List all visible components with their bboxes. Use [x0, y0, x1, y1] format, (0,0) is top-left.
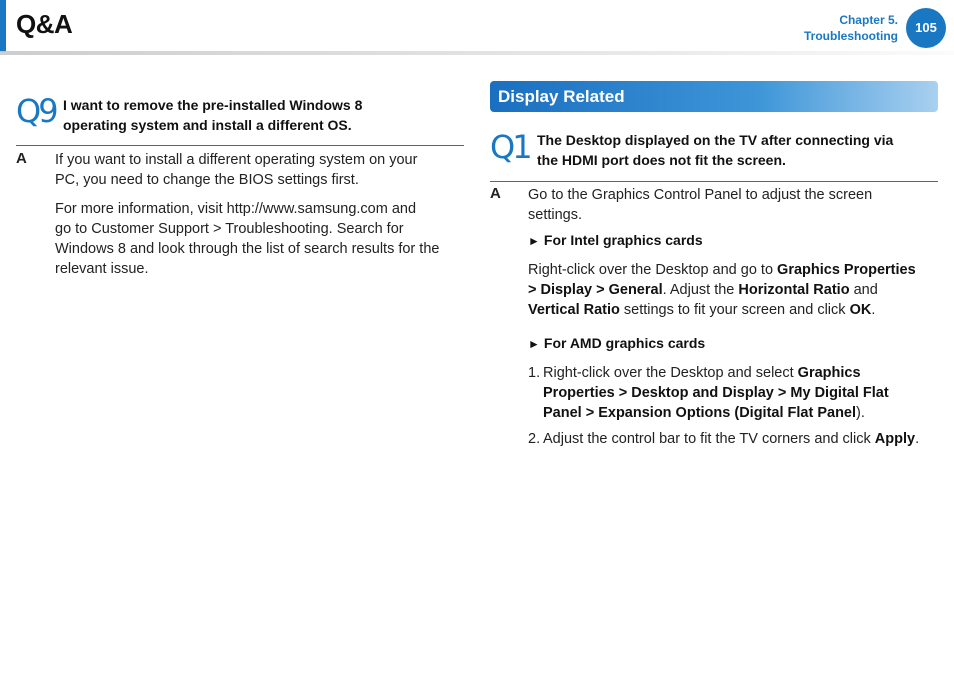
q1-question-line: The Desktop displayed on the TV after connecting via — [537, 132, 894, 148]
step-text-plain: ). — [856, 405, 865, 421]
step-number: 2. — [528, 431, 541, 447]
q1-question — [537, 130, 937, 170]
q9-answer-line: Windows 8 and look through the list of search results for the — [55, 241, 440, 257]
page-title: Q&A — [16, 9, 73, 39]
amd-heading — [528, 335, 705, 351]
q9-answer-line: relevant issue. — [55, 261, 149, 277]
q9-answer-paragraph-2 — [55, 199, 465, 279]
step-text-bold: Apply — [874, 431, 916, 447]
right-triangle-icon: ► — [528, 234, 540, 248]
q9-marker: Q9 — [16, 92, 56, 130]
q1-marker: Q1 — [490, 128, 530, 166]
page-header — [0, 0, 954, 52]
q9-answer-line: If you want to install a different operating system on your — [55, 152, 418, 168]
chapter-number: Chapter 5. — [839, 13, 898, 27]
step-number: 1. — [528, 365, 541, 381]
q9-answer-label: A — [16, 150, 27, 167]
page-number-badge: 105 — [906, 8, 946, 48]
intel-text: . — [871, 302, 876, 318]
q9-divider — [16, 145, 464, 146]
step-line — [543, 363, 889, 383]
step-line — [543, 383, 889, 403]
intel-line — [528, 280, 940, 300]
intel-bold-text: Vertical Ratio — [528, 302, 620, 318]
intel-heading-text: For Intel graphics cards — [543, 232, 703, 248]
step-text-bold: Graphics — [797, 365, 861, 381]
q1-divider — [490, 181, 938, 182]
q1-answer-intro — [528, 185, 938, 225]
q1-question-line: the HDMI port does not fit the screen. — [537, 152, 786, 168]
header-accent-bar — [0, 0, 6, 52]
step-text — [543, 429, 919, 449]
q9-question — [63, 95, 463, 135]
step-text-plain: Right-click over the Desktop and select — [543, 365, 798, 381]
q1-answer-line: settings. — [528, 207, 582, 223]
step-text-plain: Adjust the control bar to fit the TV corners and click — [543, 431, 875, 447]
header-divider — [0, 51, 954, 55]
q9-question-line: I want to remove the pre-installed Windows 8 — [63, 97, 363, 113]
intel-heading — [528, 232, 703, 248]
intel-bold-text: > Display > General — [528, 282, 663, 298]
step-text-plain: . — [915, 431, 920, 447]
intel-text: . Adjust the — [662, 282, 739, 298]
intel-instructions — [528, 260, 940, 320]
step-text-bold: Properties > Desktop and Display > My Digital Flat — [543, 385, 889, 401]
q9-answer-line: go to Customer Support > Troubleshooting. Search for — [55, 221, 404, 237]
intel-bold-text: Horizontal Ratio — [738, 282, 850, 298]
amd-step-1 — [528, 363, 940, 425]
chapter-name: Troubleshooting — [804, 29, 898, 43]
step-line — [543, 403, 889, 423]
q9-answer-line: PC, you need to change the BIOS settings first. — [55, 172, 359, 188]
intel-line — [528, 300, 940, 320]
chapter-label — [804, 12, 898, 44]
intel-bold-text: OK — [849, 302, 872, 318]
right-triangle-icon: ► — [528, 337, 540, 351]
q9-answer-paragraph-1 — [55, 150, 465, 190]
q9-question-line: operating system and install a different OS. — [63, 117, 352, 133]
intel-text: and — [849, 282, 878, 298]
intel-bold-text: Graphics Properties — [777, 262, 916, 278]
step-text — [543, 363, 889, 423]
amd-heading-text: For AMD graphics cards — [543, 335, 706, 351]
step-text-bold: Panel > Expansion Options (Digital Flat Panel — [543, 405, 857, 421]
q1-answer-label: A — [490, 185, 501, 202]
section-title: Display Related — [498, 87, 625, 106]
section-header-bar — [490, 81, 938, 112]
intel-text: Right-click over the Desktop and go to — [528, 262, 778, 278]
intel-text: settings to fit your screen and click — [619, 302, 850, 318]
q9-answer-line: For more information, visit http://www.samsung.com and — [55, 201, 417, 217]
intel-line — [528, 260, 940, 280]
q1-answer-line: Go to the Graphics Control Panel to adjust the screen — [528, 187, 873, 203]
amd-step-2 — [528, 429, 948, 451]
